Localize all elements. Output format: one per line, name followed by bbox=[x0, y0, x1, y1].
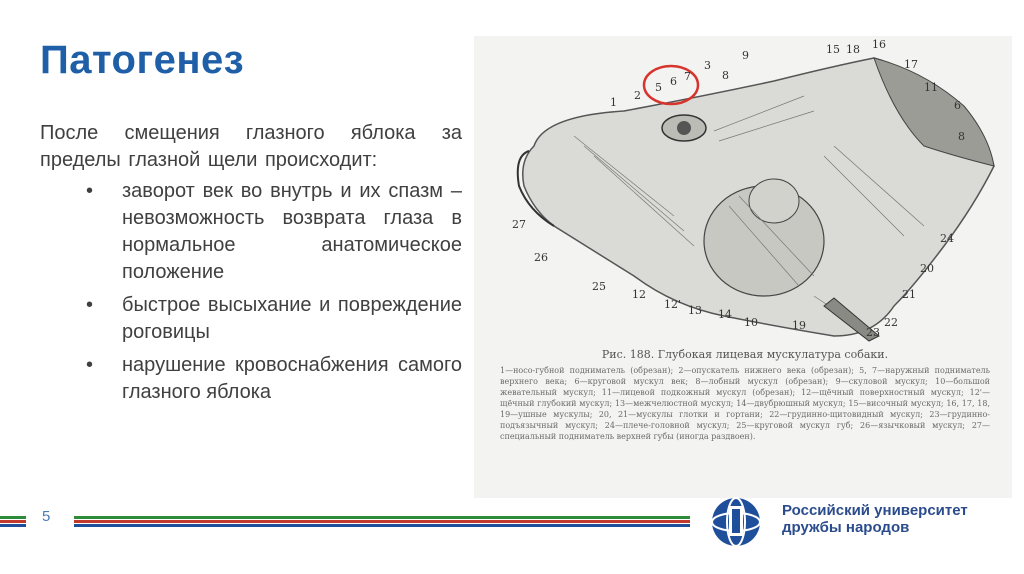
label-number: 21 bbox=[902, 288, 916, 301]
label-number: 8 bbox=[722, 69, 729, 82]
label-number: 26 bbox=[534, 251, 548, 264]
label-number: 19 bbox=[792, 319, 806, 332]
label-number: 12 bbox=[632, 288, 646, 301]
figure-caption bbox=[500, 348, 990, 442]
page-number: 5 bbox=[42, 508, 51, 525]
bullet-text: заворот век во внутрь и их спазм – невозможность возврата глаза в нормальное анатомическое положение bbox=[122, 180, 462, 283]
label-number: 2 bbox=[634, 89, 641, 102]
intro-text: После смещения глазного яблока за пределы глазной щели происходит: bbox=[40, 122, 462, 171]
label-number: 17 bbox=[904, 58, 918, 71]
label-number: 23 bbox=[866, 326, 880, 339]
label-number: 25 bbox=[592, 280, 606, 293]
label-number: 1 bbox=[610, 96, 617, 109]
caption-title: Рис. 188. Глубокая лицевая мускулатура собаки. bbox=[601, 348, 889, 361]
bullet-list bbox=[40, 178, 462, 406]
caption-text: 1—носо-губной подниматель (обрезан); 2—опускатель нижнего века (обрезан); 5, 7—наружный подниматель верхнего века; 6—круговой мускул век; 8—лобный мускул (обрезан); 9—скуловой мускул; 10—большой жевательный мускул; 11—лицевой подкожный мускул (обрезан); 12—щёчный поверхностный мускул; 12'—щёчный глубокий мускул; 13—межчелюстной мускул; 14—двубрюшный мускул; 15—височный мускул; 16, 17, 18, 19—ушные мускулы; 20, 21—мускулы глотки и гортани; 22—грудинно-щитовидный мускул; 23—грудинно-подъязычный мускул; 24—плече-головной мускул; 25—круговой мускул губ; 26—язычковый мускул; 27—специальный подниматель верхней губы (иногда раздвоен). bbox=[500, 366, 990, 441]
label-number: 6 bbox=[954, 99, 961, 112]
bullet-marker: • bbox=[86, 180, 94, 202]
bullet-item bbox=[40, 292, 462, 346]
slide-body bbox=[40, 120, 462, 412]
label-number: 3 bbox=[704, 59, 711, 72]
slide-title: Патогенез bbox=[40, 38, 245, 82]
label-number: 9 bbox=[742, 49, 749, 62]
label-number: 6 bbox=[670, 75, 677, 88]
bullet-item bbox=[40, 178, 462, 286]
university-name-line1: Российский университет bbox=[782, 502, 968, 519]
label-number: 8 bbox=[958, 130, 965, 143]
label-number: 27 bbox=[512, 218, 526, 231]
label-number: 13 bbox=[688, 304, 702, 317]
bullet-marker: • bbox=[86, 294, 94, 316]
label-number: 14 bbox=[718, 308, 732, 321]
label-number: 24 bbox=[940, 232, 954, 245]
label-number: 11 bbox=[924, 81, 938, 94]
footer-divider bbox=[0, 516, 690, 530]
bullet-text: нарушение кровоснабжения самого глазного яблока bbox=[122, 354, 462, 403]
bullet-marker: • bbox=[86, 354, 94, 376]
bullet-text: быстрое высыхание и повреждение роговицы bbox=[122, 294, 462, 343]
label-number: 12' bbox=[664, 298, 682, 311]
label-number: 22 bbox=[884, 316, 898, 329]
label-number: 15 bbox=[826, 43, 840, 56]
label-number: 5 bbox=[655, 81, 662, 94]
label-number: 18 bbox=[846, 43, 860, 56]
label-number: 20 bbox=[920, 262, 934, 275]
university-name-line2: дружбы народов bbox=[782, 519, 910, 536]
label-number: 10 bbox=[744, 316, 758, 329]
university-name bbox=[782, 502, 968, 536]
label-number: 7 bbox=[684, 70, 691, 83]
label-number: 16 bbox=[872, 38, 886, 51]
bullet-item bbox=[40, 352, 462, 406]
